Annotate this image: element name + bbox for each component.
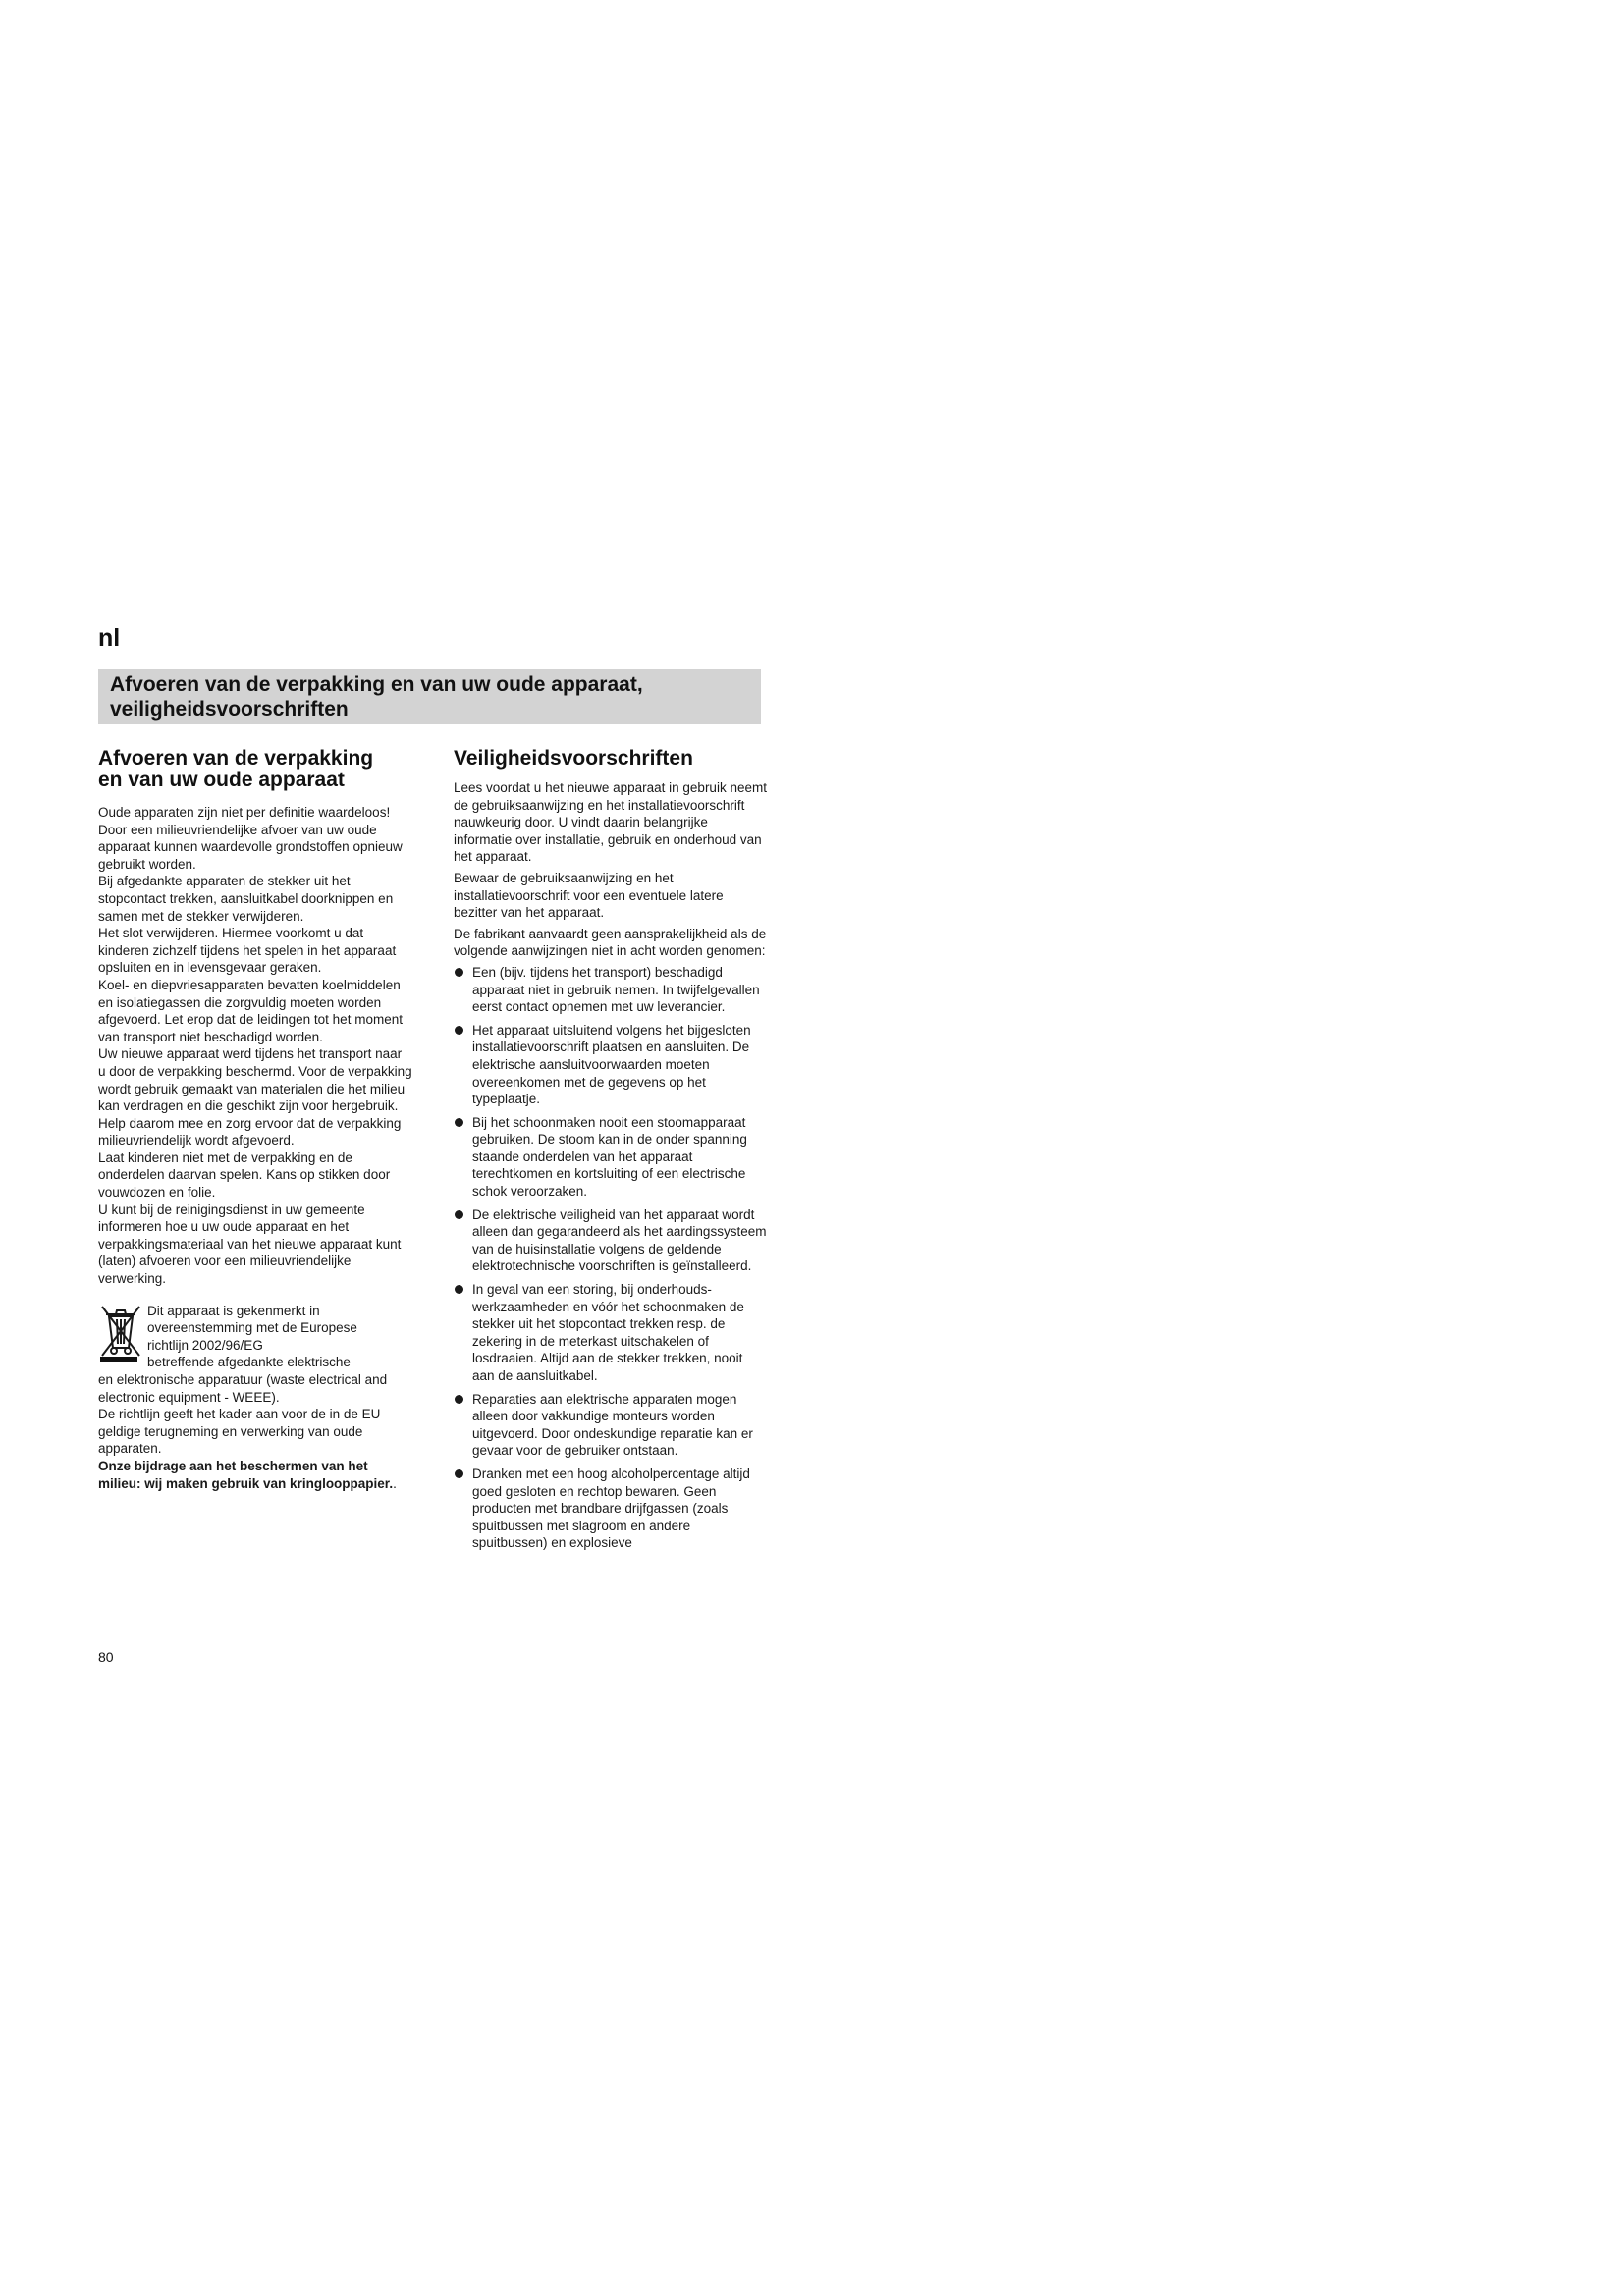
page-number: 80 [98,1649,114,1665]
safety-heading: Veiligheidsvoorschriften [454,747,693,770]
disposal-heading-line1: Afvoeren van de verpakking [98,747,374,770]
bullet-dot-icon [455,1026,463,1035]
disposal-column [98,748,412,1492]
weee-text-line: richtlijn 2002/96/EG [147,1337,263,1353]
bullet-dot-icon [455,968,463,977]
safety-bullet [454,964,768,1016]
safety-bullet-text: Een (bijv. tijdens het transport) beschadigd apparaat niet in gebruik nemen. In twijfelgevallen eerst contact opnemen met uw leverancier. [472,964,760,1015]
recycled-paper-note-text: Onze bijdrage aan het beschermen van het milieu: wij maken gebruik van kringlooppapier. [98,1458,394,1491]
disposal-heading [98,748,412,791]
section-title-bar [98,669,761,724]
weee-guideline: De richtlijn geeft het kader aan voor de in de EU geldige terugneming en verwerking van oude apparaten. [98,1407,381,1457]
bullet-dot-icon [455,1210,463,1219]
disposal-paragraph: Oude apparaten zijn niet per definitie waardeloos! Door een milieuvriendelijke afvoer van uw oude apparaat kunnen waardevolle grondstoffen opnieuw gebruikt worden. [98,805,403,872]
section-title-line2: veiligheidsvoorschriften [110,698,349,721]
safety-bullet [454,1022,768,1108]
language-code: nl [98,624,121,652]
weee-text-line: betreffende afgedankte elektrische [147,1355,351,1370]
safety-bullet [454,1466,768,1552]
bullet-dot-icon [455,1469,463,1478]
bullet-dot-icon [455,1285,463,1294]
safety-bullet-text: Dranken met een hoog alcoholpercentage altijd goed gesloten en rechtop bewaren. Geen producten met brandbare drijfgassen (zoals spuitbussen met slagroom en andere spuitbussen) en explosieve [472,1466,750,1551]
crossed-out-bin-icon [98,1303,141,1362]
disposal-paragraph: Het slot verwijderen. Hiermee voorkomt u dat kinderen zichzelf tijdens het spelen in het apparaat opsluiten en in levensgevaar geraken. [98,926,397,976]
safety-bullet-text: Het apparaat uitsluitend volgens het bijgesloten installatievoorschrift plaatsen en aansluiten. De elektrische aansluitvoorwaarden moeten overeenkomen met de gegevens op het typeplaatje. [472,1022,751,1107]
recycled-paper-note-period: . [393,1475,397,1491]
disposal-paragraph: Koel- en diepvriesapparaten bevatten koelmiddelen en isolatiegassen die zorgvuldig moeten worden afgevoerd. Let erop dat de leidingen tot het moment van transport niet beschadigd worden. [98,977,403,1044]
disposal-paragraph: Uw nieuwe apparaat werd tijdens het transport naar u door de verpakking beschermd. Voor de verpakking wordt gebruik gemaakt van materialen die het milieu kan verdragen en die geschikt zijn voor hergebruik. Help daarom mee en zorg ervoor dat de verpakking milieuvriendelijk wordt afgevoerd. [98,1046,412,1148]
weee-text-line: overeenstemming met de Europese [147,1320,357,1336]
disposal-paragraph: Laat kinderen niet met de verpakking en de onderdelen daarvan spelen. Kans op stikken door vouwdozen en folie. [98,1149,391,1201]
weee-text-rest: en elektronische apparatuur (waste electrical and electronic equipment - WEEE). [98,1372,388,1405]
bullet-dot-icon [455,1118,463,1127]
weee-underline-bar [100,1357,137,1362]
safety-bullet-text: In geval van een storing, bij onderhoudswerkzaamheden en vóór het schoonmaken de stekker uit het stopcontact trekken resp. de zekering in de meterkast uitschakelen of losdraaien. Altijd aan de stekker trekken, nooit aan de aansluitkabel. [472,1282,744,1383]
safety-bullet-text: Bij het schoonmaken nooit een stoomapparaat gebruiken. De stoom kan in de onder spanning staande onderdelen van het apparaat terechtkomen en kortsluiting of een electrische schok veroorzaken. [472,1114,747,1200]
safety-bullet [454,1114,768,1201]
disposal-paragraph: Bij afgedankte apparaten de stekker uit het stopcontact trekken, aansluitkabel doorknippen en samen met de stekker verwijderen. [98,874,394,924]
safety-paragraph: Bewaar de gebruiksaanwijzing en het installatievoorschrift voor een eventuele latere bezitter van het apparaat. [454,870,724,921]
bullet-dot-icon [455,1395,463,1404]
safety-bullet-text: Reparaties aan elektrische apparaten mogen alleen door vakkundige monteurs worden uitgevoerd. Door ondeskundige reparatie kan er gevaar voor de gebruiker ontstaan. [472,1391,753,1459]
safety-paragraph: De fabrikant aanvaardt geen aansprakelijkheid als de volgende aanwijzingen niet in acht worden genomen: [454,926,767,959]
weee-text-line: Dit apparaat is gekenmerkt in [147,1303,320,1318]
recycled-paper-note [98,1458,412,1492]
disposal-heading-line2: en van uw oude apparaat [98,769,345,791]
safety-bullet [454,1206,768,1275]
safety-paragraph: Lees voordat u het nieuwe apparaat in gebruik neemt de gebruiksaanwijzing en het installatievoorschrift nauwkeurig door. U vindt daarin belangrijke informatie over installatie, gebruik en onderhoud van het apparaat. [454,780,767,865]
weee-notice [98,1303,412,1458]
safety-bullet [454,1281,768,1385]
safety-bullet-text: De elektrische veiligheid van het apparaat wordt alleen dan gegarandeerd als het aardingssysteem van de huisinstallatie volgens de geldende elektrotechnische voorschriften is geïnstalleerd. [472,1206,767,1274]
section-title-line1: Afvoeren van de verpakking en van uw oude apparaat, [110,673,643,696]
safety-bullet [454,1391,768,1460]
safety-column [454,748,768,1558]
disposal-paragraph: U kunt bij de reinigingsdienst in uw gemeente informeren hoe u uw oude apparaat en het verpakkingsmateriaal van het nieuwe apparaat kunt (laten) afvoeren voor een milieuvriendelijke verwerking. [98,1201,402,1287]
